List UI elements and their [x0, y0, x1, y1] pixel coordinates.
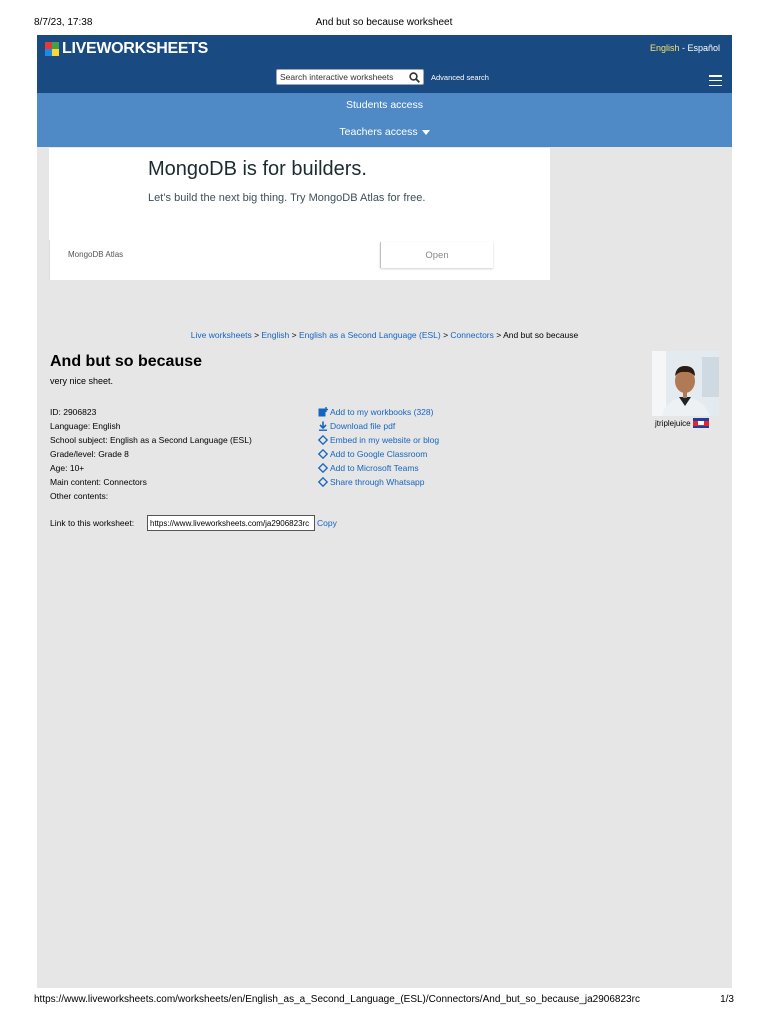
search-input[interactable] — [277, 70, 406, 84]
worksheet-link-label: Link to this worksheet: — [50, 518, 135, 528]
classroom-icon — [317, 449, 328, 460]
teachers-access-dropdown[interactable] — [37, 126, 732, 138]
info-language: Language: English — [50, 421, 121, 431]
download-pdf-link[interactable] — [317, 419, 439, 433]
print-title: And but so because worksheet — [315, 17, 453, 28]
cambodia-flag-icon — [693, 418, 709, 428]
embed-icon — [317, 435, 328, 446]
caret-down-icon — [422, 130, 430, 135]
advanced-search-link[interactable]: Advanced search — [431, 73, 489, 82]
add-to-workbooks-link[interactable] — [317, 405, 439, 419]
language-switcher — [650, 43, 720, 53]
logo-icon — [45, 42, 59, 56]
info-main-content: Main content: Connectors — [50, 477, 147, 487]
info-age: Age: 10+ — [50, 463, 85, 473]
microsoft-teams-link[interactable] — [317, 461, 439, 475]
author-avatar[interactable] — [652, 351, 719, 416]
worksheet-title: And but so because — [50, 353, 203, 370]
ad-subtitle: Let’s build the next big thing. Try MongoDB Atlas for free. — [148, 192, 426, 204]
breadcrumb-separator: > — [493, 330, 504, 340]
info-other-contents: Other contents: — [50, 491, 109, 501]
menu-icon[interactable] — [709, 75, 722, 86]
lang-separator: - — [679, 43, 688, 53]
students-access-link[interactable] — [37, 99, 732, 111]
download-pdf-label: Download file pdf — [330, 421, 396, 431]
breadcrumb-separator: > — [251, 330, 262, 340]
worksheet-actions — [317, 405, 439, 489]
breadcrumb-live-worksheets[interactable]: Live worksheets — [190, 330, 252, 340]
download-icon — [317, 421, 328, 432]
lang-espanol[interactable]: Español — [687, 43, 720, 53]
info-subject: School subject: English as a Second Language (ESL) — [50, 435, 252, 445]
google-classroom-label: Add to Google Classroom — [330, 449, 428, 459]
breadcrumb-current: And but so because — [503, 330, 579, 340]
ad-brand: MongoDB Atlas — [68, 250, 124, 259]
ad-divider — [49, 240, 50, 280]
info-grade: Grade/level: Grade 8 — [50, 449, 129, 459]
teams-icon — [317, 463, 328, 474]
print-datetime: 8/7/23, 17:38 — [34, 17, 93, 28]
copy-link-button[interactable]: Copy — [317, 518, 337, 528]
author-info — [655, 418, 709, 428]
whatsapp-icon — [317, 477, 328, 488]
worksheet-description: very nice sheet. — [50, 376, 114, 386]
logo-text: LIVEWORKSHEETS — [62, 40, 209, 57]
worksheet-link-field[interactable] — [147, 515, 315, 531]
whatsapp-share-label: Share through Whatsapp — [330, 477, 425, 487]
print-url: https://www.liveworksheets.com/worksheets/en/English_as_a_Second_Language_(ESL)/Connectors/And_but_so_because_ja2906823rc — [34, 994, 640, 1005]
breadcrumb-separator: > — [289, 330, 299, 340]
author-name[interactable]: jtriplejuice — [655, 418, 691, 428]
breadcrumb — [37, 330, 732, 340]
site-logo[interactable] — [45, 40, 208, 58]
breadcrumb-english[interactable]: English — [261, 330, 290, 340]
search-icon[interactable] — [406, 70, 422, 84]
print-page-number: 1/3 — [720, 994, 734, 1005]
breadcrumb-separator: > — [440, 330, 451, 340]
breadcrumb-connectors[interactable]: Connectors — [450, 330, 494, 340]
microsoft-teams-label: Add to Microsoft Teams — [330, 463, 419, 473]
lang-english[interactable]: English — [649, 43, 680, 53]
google-classroom-link[interactable] — [317, 447, 439, 461]
add-to-workbooks-label: Add to my workbooks (328) — [330, 407, 434, 417]
ad-open-button[interactable]: Open — [380, 242, 493, 268]
students-access-label: Students access — [345, 99, 424, 111]
whatsapp-share-link[interactable] — [317, 475, 439, 489]
add-workbook-icon — [317, 407, 328, 418]
worksheet-info — [50, 405, 252, 503]
breadcrumb-esl[interactable]: English as a Second Language (ESL) — [298, 330, 441, 340]
embed-label: Embed in my website or blog — [330, 435, 440, 445]
embed-link[interactable] — [317, 433, 439, 447]
teachers-access-label: Teachers access — [339, 126, 418, 138]
ad-title: MongoDB is for builders. — [148, 158, 367, 180]
search-box — [276, 69, 424, 85]
info-id: ID: 2906823 — [50, 407, 97, 417]
